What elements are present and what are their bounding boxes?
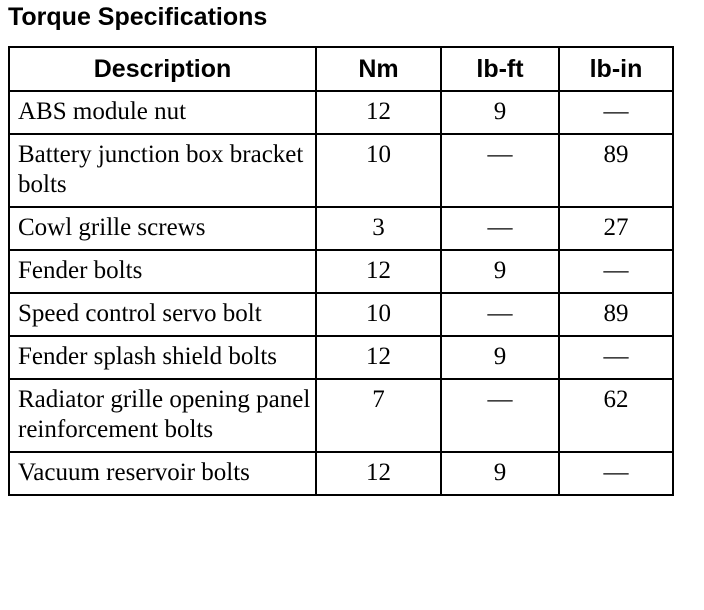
torque-specifications-table — [8, 46, 674, 496]
lb-ft-cell: 9 — [441, 452, 559, 495]
lb-in-cell: — — [559, 250, 673, 293]
description-cell: ABS module nut — [9, 91, 316, 134]
column-header-description: Description — [9, 47, 316, 91]
column-header-nm: Nm — [316, 47, 441, 91]
nm-cell: 7 — [316, 379, 441, 452]
lb-ft-cell: 9 — [441, 250, 559, 293]
lb-in-cell: 89 — [559, 134, 673, 207]
nm-cell: 12 — [316, 250, 441, 293]
description-cell: Fender splash shield bolts — [9, 336, 316, 379]
table-row — [9, 207, 673, 250]
description-cell: Cowl grille screws — [9, 207, 316, 250]
lb-in-cell: 62 — [559, 379, 673, 452]
lb-in-cell: — — [559, 91, 673, 134]
nm-cell: 12 — [316, 452, 441, 495]
table-row — [9, 134, 673, 207]
lb-in-cell: — — [559, 336, 673, 379]
page-title: Torque Specifications — [8, 3, 268, 31]
column-header-lb-ft: lb-ft — [441, 47, 559, 91]
lb-in-cell: — — [559, 452, 673, 495]
lb-ft-cell: — — [441, 134, 559, 207]
description-cell: Radiator grille opening panel reinforcement bolts — [9, 379, 316, 452]
table-row — [9, 91, 673, 134]
nm-cell: 10 — [316, 134, 441, 207]
description-cell: Speed control servo bolt — [9, 293, 316, 336]
description-cell: Vacuum reservoir bolts — [9, 452, 316, 495]
lb-in-cell: 89 — [559, 293, 673, 336]
nm-cell: 10 — [316, 293, 441, 336]
description-cell: Battery junction box bracket bolts — [9, 134, 316, 207]
lb-ft-cell: — — [441, 207, 559, 250]
table-header-row — [9, 47, 673, 91]
lb-ft-cell: 9 — [441, 91, 559, 134]
description-cell: Fender bolts — [9, 250, 316, 293]
table-row — [9, 379, 673, 452]
nm-cell: 12 — [316, 91, 441, 134]
lb-ft-cell: — — [441, 379, 559, 452]
lb-in-cell: 27 — [559, 207, 673, 250]
table-row — [9, 250, 673, 293]
table-row — [9, 452, 673, 495]
lb-ft-cell: — — [441, 293, 559, 336]
table-row — [9, 336, 673, 379]
column-header-lb-in: lb-in — [559, 47, 673, 91]
nm-cell: 12 — [316, 336, 441, 379]
lb-ft-cell: 9 — [441, 336, 559, 379]
nm-cell: 3 — [316, 207, 441, 250]
table-row — [9, 293, 673, 336]
